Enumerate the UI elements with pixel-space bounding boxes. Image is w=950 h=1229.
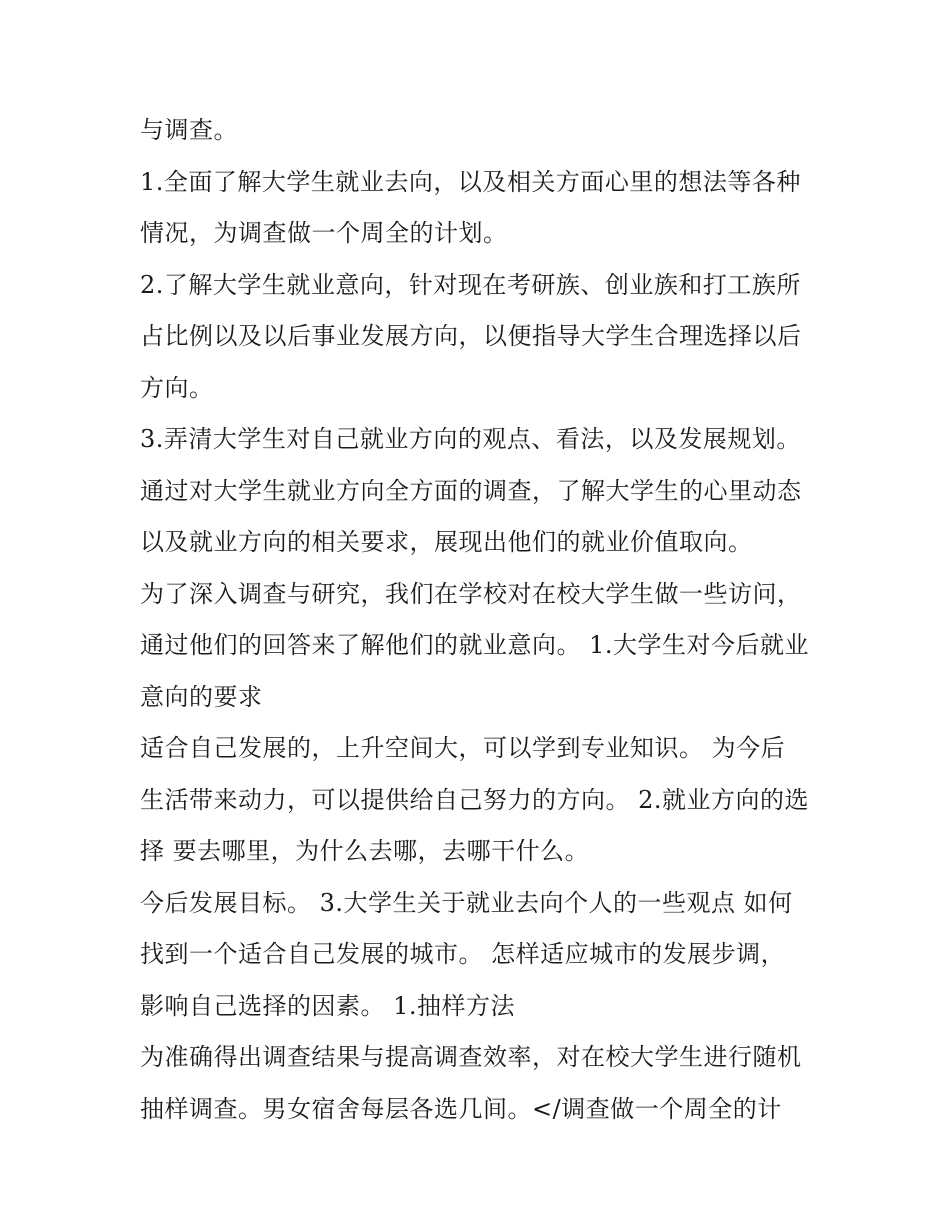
text-line: 方向。 <box>140 373 214 402</box>
text-line: 通过他们的回答来了解他们的就业意向。 1.大学生对今后就业 <box>140 631 810 659</box>
text-line: 今后发展目标。 3.大学生关于就业去向个人的一些观点 如何 <box>140 888 793 917</box>
text-line: 占比例以及以后事业发展方向，以便指导大学生合理选择以后 <box>140 322 802 350</box>
text-line: 意向的要求 <box>140 682 263 711</box>
text-line: 通过对大学生就业方向全方面的调查，了解大学生的心里动态 <box>140 476 802 505</box>
text-line: 择 要去哪里，为什么去哪，去哪干什么。 <box>140 837 590 865</box>
text-line: 影响自己选择的因素。 1.抽样方法 <box>140 991 516 1020</box>
text-line: 生活带来动力，可以提供给自己努力的方向。 2.就业方向的选 <box>140 785 810 814</box>
text-line: 以及就业方向的相关要求，展现出他们的就业价值取向。 <box>140 528 753 556</box>
text-line: 情况，为调查做一个周全的计划。 <box>140 219 508 247</box>
text-line: 1.全面了解大学生就业去向，以及相关方面心里的想法等各种 <box>140 167 801 196</box>
text-line: 适合自己发展的，上升空间大，可以学到专业知识。 为今后 <box>140 734 786 762</box>
text-line: 抽样调查。男女宿舍每层各选几间。</调查做一个周全的计 <box>140 1094 782 1123</box>
text-line: 2.了解大学生就业意向，针对现在考研族、创业族和打工族所 <box>140 270 801 299</box>
text-line: 为准确得出调查结果与提高调查效率，对在校大学生进行随机 <box>140 1043 802 1071</box>
text-line: 找到一个适合自己发展的城市。 怎样适应城市的发展步调， <box>140 940 786 968</box>
text-line: 为了深入调查与研究，我们在学校对在校大学生做一些访问， <box>140 579 802 608</box>
text-line: 与调查。 <box>140 116 238 144</box>
text-line: 3.弄清大学生对自己就业方向的观点、看法，以及发展规划。 <box>140 425 801 453</box>
document-body <box>140 105 820 1135</box>
